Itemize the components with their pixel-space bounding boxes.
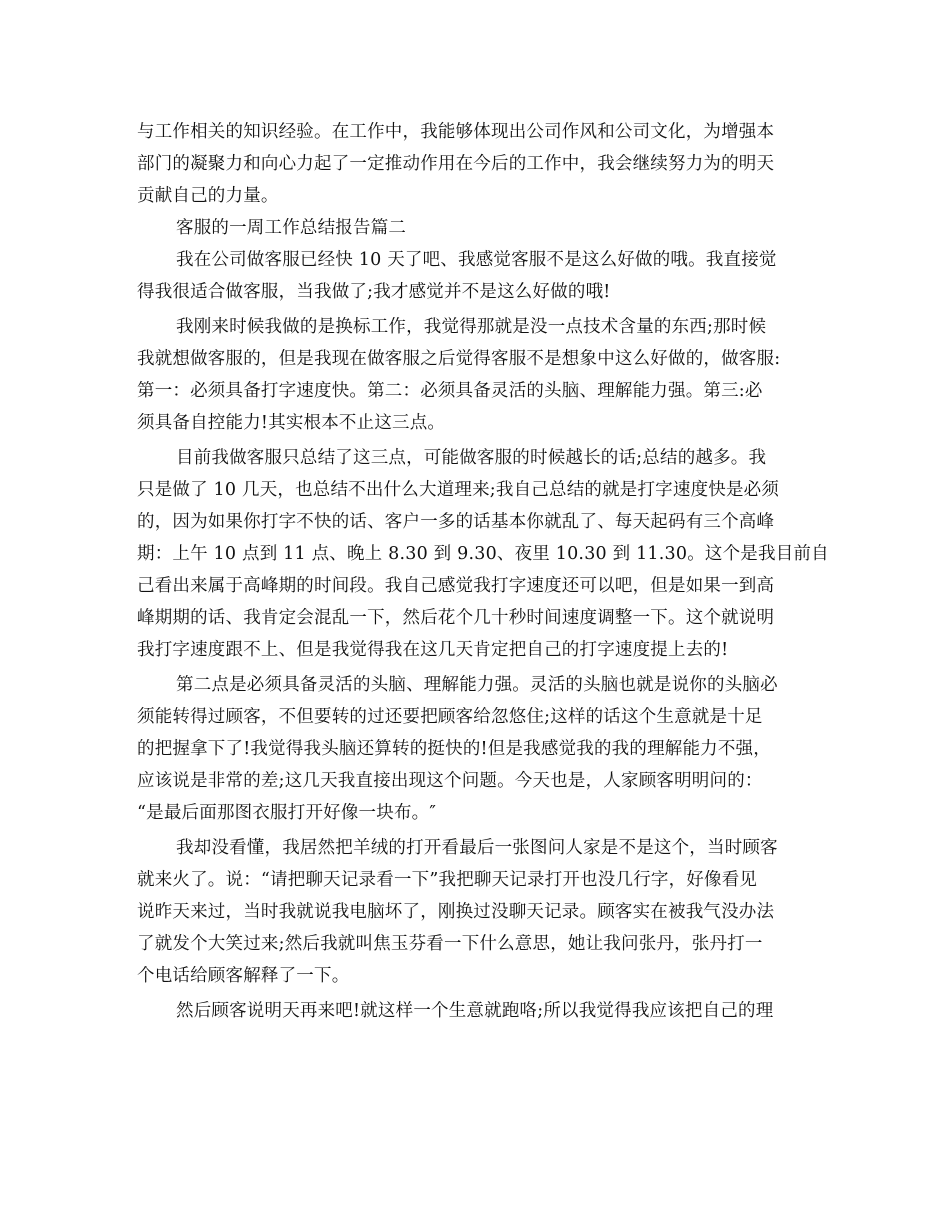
text-line: 我刚来时候我做的是换标工作，我觉得那就是没一点技术含量的东西;那时候	[176, 317, 767, 337]
text-line: 我打字速度跟不上、但是我觉得我在这几天肯定把自己的打字速度提上去的!	[137, 640, 729, 660]
paragraph	[137, 244, 827, 308]
text-line: 我却没看懂，我居然把羊绒的打开看最后一张图问人家是不是这个，当时顾客	[176, 838, 778, 858]
text-line: 第一：必须具备打字速度快。第二：必须具备灵活的头脑、理解能力强。第三:必	[137, 381, 763, 401]
text-line: 第二点是必须具备灵活的头脑、理解能力强。灵活的头脑也就是说你的头脑必	[176, 675, 778, 695]
paragraph-intro-continuation	[137, 116, 827, 212]
text-line: 峰期期的话、我肯定会混乱一下，然后花个几十秒时间速度调整一下。这个就说明	[137, 608, 775, 628]
text-line: 目前我做客服只总结了这三点，可能做客服的时候越长的话;总结的越多。我	[176, 448, 767, 468]
text-line: 应该说是非常的差;这几天我直接出现这个问题。今天也是，人家顾客明明问的：	[137, 771, 763, 791]
section-title: 客服的一周工作总结报告篇二	[176, 218, 407, 238]
text-line: 须能转得过顾客，不但要转的过还要把顾客给忽悠住;这样的话这个生意就是十足	[137, 707, 763, 727]
text-line: 说昨天来过，当时我就说我电脑坏了，刚换过没聊天记录。顾客实在被我气没办法	[137, 902, 775, 922]
text-line: 我就想做客服的，但是我现在做客服之后觉得客服不是想象中这么好做的，做客服:	[137, 349, 781, 369]
text-line: 我在公司做客服已经快 10 天了吧、我感觉客服不是这么好做的哦。我直接觉	[176, 250, 777, 270]
text-line: 只是做了 10 几天，也总结不出什么大道理来;我自己总结的就是打字速度快是必须	[137, 480, 780, 500]
section-heading	[137, 212, 827, 244]
text-line: 己看出来属于高峰期的时间段。我自己感觉我打字速度还可以吧，但是如果一到高	[137, 576, 775, 596]
paragraph	[137, 311, 827, 439]
text-line: 的把握拿下了!我觉得我头脑还算转的挺快的!但是我感觉我的我的理解能力不强，	[137, 739, 771, 759]
text-line: 与工作相关的知识经验。在工作中，我能够体现出公司作风和公司文化，为增强本	[137, 122, 775, 142]
paragraph	[137, 669, 827, 829]
text-line: 了就发个大笑过来;然后我就叫焦玉芬看一下什么意思，她让我问张丹，张丹打一	[137, 934, 763, 954]
text-line: 贡献自己的力量。	[137, 186, 279, 206]
text-line: 然后顾客说明天再来吧!就这样一个生意就跑咯;所以我觉得我应该把自己的理	[176, 1001, 774, 1021]
text-line: 的，因为如果你打字不快的话、客户一多的话基本你就乱了、每天起码有三个高峰	[137, 512, 775, 532]
text-line: 个电话给顾客解释了一下。	[137, 966, 350, 986]
text-line: 期：上午 10 点到 11 点、晚上 8.30 到 9.30、夜里 10.30 到 11.30。这个是我目前自	[137, 544, 829, 564]
document-body	[137, 116, 827, 1027]
text-line: 须具备自控能力!其实根本不止这三点。	[137, 413, 446, 433]
text-line: “是最后面那图衣服打开好像一块布。″	[137, 803, 437, 823]
text-line: 得我很适合做客服，当我做了;我才感觉并不是这么好做的哦!	[137, 282, 611, 302]
paragraph	[137, 995, 827, 1027]
paragraph	[137, 832, 827, 992]
paragraph	[137, 442, 827, 666]
text-line: 就来火了。说：“请把聊天记录看一下”我把聊天记录打开也没几行字，好像看见	[137, 870, 758, 890]
text-line: 部门的凝聚力和向心力起了一定推动作用在今后的工作中，我会继续努力为的明天	[137, 154, 775, 174]
